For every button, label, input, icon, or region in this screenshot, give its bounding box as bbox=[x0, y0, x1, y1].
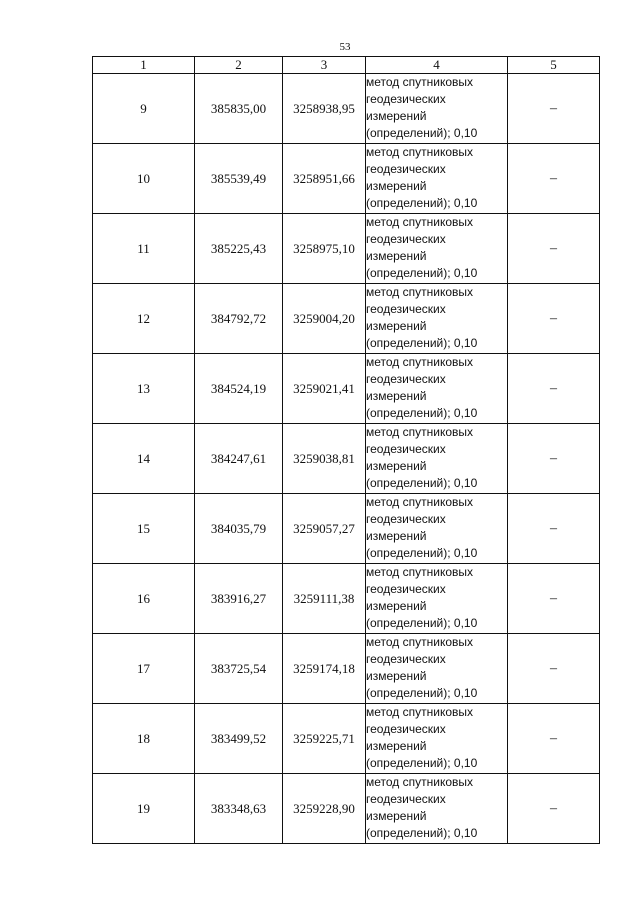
method-line: метод спутниковых bbox=[366, 635, 474, 649]
point-number: 13 bbox=[93, 354, 195, 424]
point-number: 16 bbox=[93, 564, 195, 634]
coordinate-y: 3259228,90 bbox=[283, 774, 366, 844]
coordinate-x: 385225,43 bbox=[195, 214, 283, 284]
method-line: измерений bbox=[366, 669, 427, 683]
method-line: (определений); 0,10 bbox=[366, 616, 478, 630]
table-row bbox=[93, 704, 600, 774]
method-line: метод спутниковых bbox=[366, 285, 474, 299]
table-row bbox=[93, 774, 600, 844]
table-row bbox=[93, 74, 600, 144]
coordinate-y: 3259174,18 bbox=[283, 634, 366, 704]
coordinate-x: 385539,49 bbox=[195, 144, 283, 214]
method-line: измерений bbox=[366, 389, 427, 403]
point-number: 17 bbox=[93, 634, 195, 704]
method-line: (определений); 0,10 bbox=[366, 546, 478, 560]
point-number: 15 bbox=[93, 494, 195, 564]
method-line: геодезических bbox=[366, 162, 446, 176]
point-number: 19 bbox=[93, 774, 195, 844]
header-row bbox=[93, 57, 600, 74]
column-header-1: 1 bbox=[93, 57, 195, 74]
coordinate-x: 384247,61 bbox=[195, 424, 283, 494]
point-number: 18 bbox=[93, 704, 195, 774]
table-row bbox=[93, 144, 600, 214]
method-line: измерений bbox=[366, 319, 427, 333]
method-cell bbox=[366, 774, 508, 844]
method-line: (определений); 0,10 bbox=[366, 686, 478, 700]
method-line: измерений bbox=[366, 179, 427, 193]
coordinate-y: 3259038,81 bbox=[283, 424, 366, 494]
coordinate-y: 3258938,95 bbox=[283, 74, 366, 144]
method-line: измерений bbox=[366, 109, 427, 123]
coordinate-y: 3259057,27 bbox=[283, 494, 366, 564]
note-dash: – bbox=[508, 284, 600, 354]
coordinate-x: 383916,27 bbox=[195, 564, 283, 634]
note-dash: – bbox=[508, 634, 600, 704]
table-row bbox=[93, 634, 600, 704]
table-row bbox=[93, 424, 600, 494]
method-line: метод спутниковых bbox=[366, 705, 474, 719]
method-line: измерений bbox=[366, 739, 427, 753]
point-number: 11 bbox=[93, 214, 195, 284]
coordinate-x: 383725,54 bbox=[195, 634, 283, 704]
method-cell bbox=[366, 284, 508, 354]
method-line: метод спутниковых bbox=[366, 215, 474, 229]
method-line: геодезических bbox=[366, 722, 446, 736]
column-header-2: 2 bbox=[195, 57, 283, 74]
coordinate-x: 384524,19 bbox=[195, 354, 283, 424]
coordinate-y: 3258951,66 bbox=[283, 144, 366, 214]
method-line: метод спутниковых bbox=[366, 145, 474, 159]
note-dash: – bbox=[508, 214, 600, 284]
method-cell bbox=[366, 494, 508, 564]
table-row bbox=[93, 284, 600, 354]
method-line: геодезических bbox=[366, 302, 446, 316]
method-line: геодезических bbox=[366, 512, 446, 526]
coordinate-x: 383348,63 bbox=[195, 774, 283, 844]
method-line: геодезических bbox=[366, 652, 446, 666]
coordinate-y: 3258975,10 bbox=[283, 214, 366, 284]
point-number: 10 bbox=[93, 144, 195, 214]
method-line: геодезических bbox=[366, 232, 446, 246]
note-dash: – bbox=[508, 354, 600, 424]
point-number: 14 bbox=[93, 424, 195, 494]
note-dash: – bbox=[508, 424, 600, 494]
method-line: (определений); 0,10 bbox=[366, 476, 478, 490]
note-dash: – bbox=[508, 774, 600, 844]
note-dash: – bbox=[508, 704, 600, 774]
method-line: (определений); 0,10 bbox=[366, 826, 478, 840]
coordinate-y: 3259225,71 bbox=[283, 704, 366, 774]
point-number: 9 bbox=[93, 74, 195, 144]
coordinate-y: 3259004,20 bbox=[283, 284, 366, 354]
method-line: метод спутниковых bbox=[366, 775, 474, 789]
coordinate-x: 385835,00 bbox=[195, 74, 283, 144]
method-cell bbox=[366, 704, 508, 774]
page-number: 53 bbox=[339, 41, 351, 53]
method-line: (определений); 0,10 bbox=[366, 196, 478, 210]
method-cell bbox=[366, 214, 508, 284]
method-line: (определений); 0,10 bbox=[366, 406, 478, 420]
method-line: метод спутниковых bbox=[366, 425, 474, 439]
method-line: метод спутниковых bbox=[366, 75, 474, 89]
coordinate-x: 383499,52 bbox=[195, 704, 283, 774]
table-row bbox=[93, 564, 600, 634]
method-line: метод спутниковых bbox=[366, 565, 474, 579]
method-line: геодезических bbox=[366, 582, 446, 596]
method-line: (определений); 0,10 bbox=[366, 336, 478, 350]
method-line: геодезических bbox=[366, 442, 446, 456]
method-line: геодезических bbox=[366, 372, 446, 386]
method-cell bbox=[366, 424, 508, 494]
method-cell bbox=[366, 564, 508, 634]
coordinate-x: 384792,72 bbox=[195, 284, 283, 354]
note-dash: – bbox=[508, 144, 600, 214]
coordinate-y: 3259021,41 bbox=[283, 354, 366, 424]
method-cell bbox=[366, 634, 508, 704]
method-cell bbox=[366, 74, 508, 144]
coordinate-y: 3259111,38 bbox=[283, 564, 366, 634]
coordinate-x: 384035,79 bbox=[195, 494, 283, 564]
method-line: измерений bbox=[366, 529, 427, 543]
method-line: геодезических bbox=[366, 92, 446, 106]
note-dash: – bbox=[508, 494, 600, 564]
method-line: метод спутниковых bbox=[366, 355, 474, 369]
method-line: (определений); 0,10 bbox=[366, 266, 478, 280]
table-row bbox=[93, 214, 600, 284]
method-line: (определений); 0,10 bbox=[366, 126, 478, 140]
method-line: геодезических bbox=[366, 792, 446, 806]
coordinates-table bbox=[92, 56, 600, 844]
note-dash: – bbox=[508, 564, 600, 634]
table-row bbox=[93, 354, 600, 424]
table-row bbox=[93, 494, 600, 564]
note-dash: – bbox=[508, 74, 600, 144]
point-number: 12 bbox=[93, 284, 195, 354]
method-line: метод спутниковых bbox=[366, 495, 474, 509]
method-line: (определений); 0,10 bbox=[366, 756, 478, 770]
column-header-5: 5 bbox=[508, 57, 600, 74]
method-line: измерений bbox=[366, 809, 427, 823]
method-cell bbox=[366, 354, 508, 424]
column-header-3: 3 bbox=[283, 57, 366, 74]
column-header-4: 4 bbox=[366, 57, 508, 74]
method-line: измерений bbox=[366, 459, 427, 473]
method-cell bbox=[366, 144, 508, 214]
method-line: измерений bbox=[366, 599, 427, 613]
method-line: измерений bbox=[366, 249, 427, 263]
